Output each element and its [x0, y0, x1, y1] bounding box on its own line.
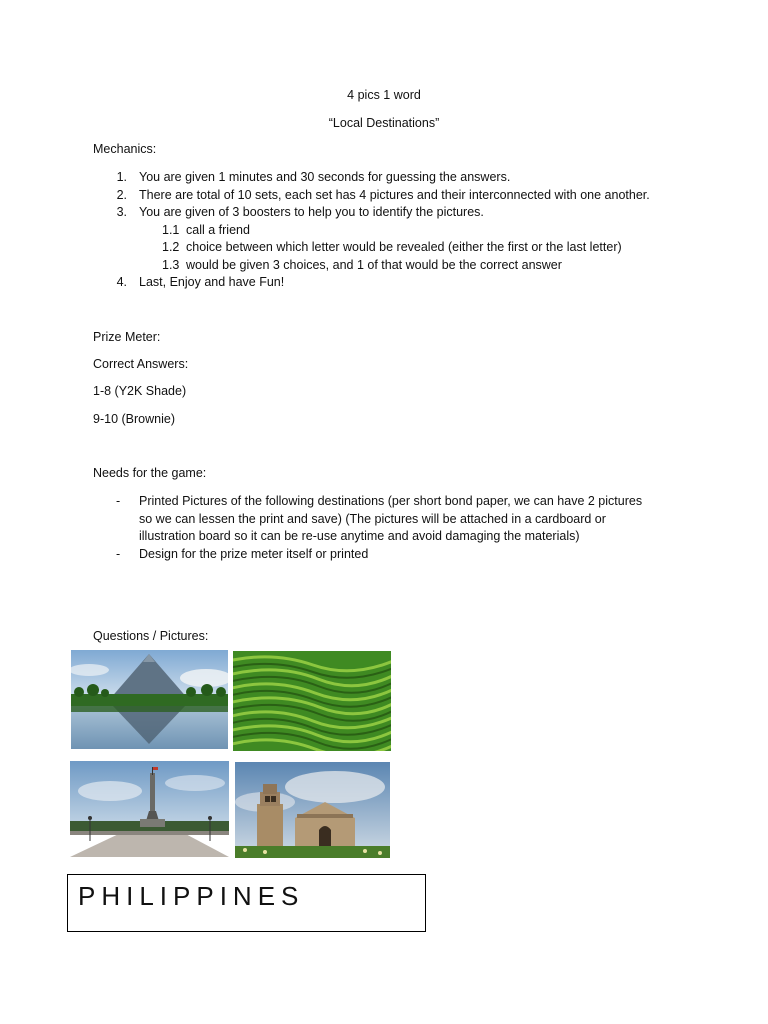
list-number: 4.	[116, 275, 127, 289]
prize-heading: Prize Meter:	[93, 330, 161, 344]
correct-answers-label: Correct Answers:	[93, 357, 189, 371]
list-text: call a friend	[186, 223, 250, 237]
answer-text: PHILIPPINES	[78, 881, 305, 911]
rice-terraces-photo	[233, 651, 391, 751]
questions-heading: Questions / Pictures:	[93, 629, 209, 643]
list-text: would be given 3 choices, and 1 of that would be the correct answer	[186, 258, 562, 272]
list-number: 1.	[116, 170, 127, 184]
answer-box	[67, 874, 426, 932]
list-text: You are given 1 minutes and 30 seconds for guessing the answers.	[139, 170, 511, 184]
list-text: Design for the prize meter itself or printed	[139, 547, 369, 561]
list-text: so we can lessen the print and save) (The pictures will be attached in a cardboard or	[139, 512, 606, 526]
list-number: 1.2	[162, 240, 180, 254]
list-number: 1.3	[162, 258, 180, 272]
list-number: 2.	[116, 188, 127, 202]
mechanics-heading: Mechanics:	[93, 142, 157, 156]
prize-tier: 1-8 (Y2K Shade)	[93, 384, 187, 398]
needs-heading: Needs for the game:	[93, 466, 207, 480]
list-text: Last, Enjoy and have Fun!	[139, 275, 285, 289]
bullet-dash: -	[116, 547, 121, 561]
list-number: 3.	[116, 205, 127, 219]
list-text: choice between which letter would be revealed (either the first or the last letter)	[186, 240, 622, 254]
list-text: You are given of 3 boosters to help you to identify the pictures.	[139, 205, 484, 219]
volcano-lake-photo	[71, 650, 228, 749]
list-text: illustration board so it can be re-use anytime and avoid damaging the materials)	[139, 529, 580, 543]
monument-plaza-photo	[70, 761, 229, 857]
stone-church-photo	[235, 762, 390, 858]
list-text: Printed Pictures of the following destinations (per short bond paper, we can have 2 pictures	[139, 494, 643, 508]
list-number: 1.1	[162, 223, 180, 237]
prize-tier: 9-10 (Brownie)	[93, 412, 175, 426]
bullet-dash: -	[116, 494, 121, 508]
page-title: 4 pics 1 word	[347, 88, 421, 102]
list-text: There are total of 10 sets, each set has 4 pictures and their interconnected with one another.	[139, 188, 650, 202]
page-subtitle: “Local Destinations”	[328, 116, 440, 130]
